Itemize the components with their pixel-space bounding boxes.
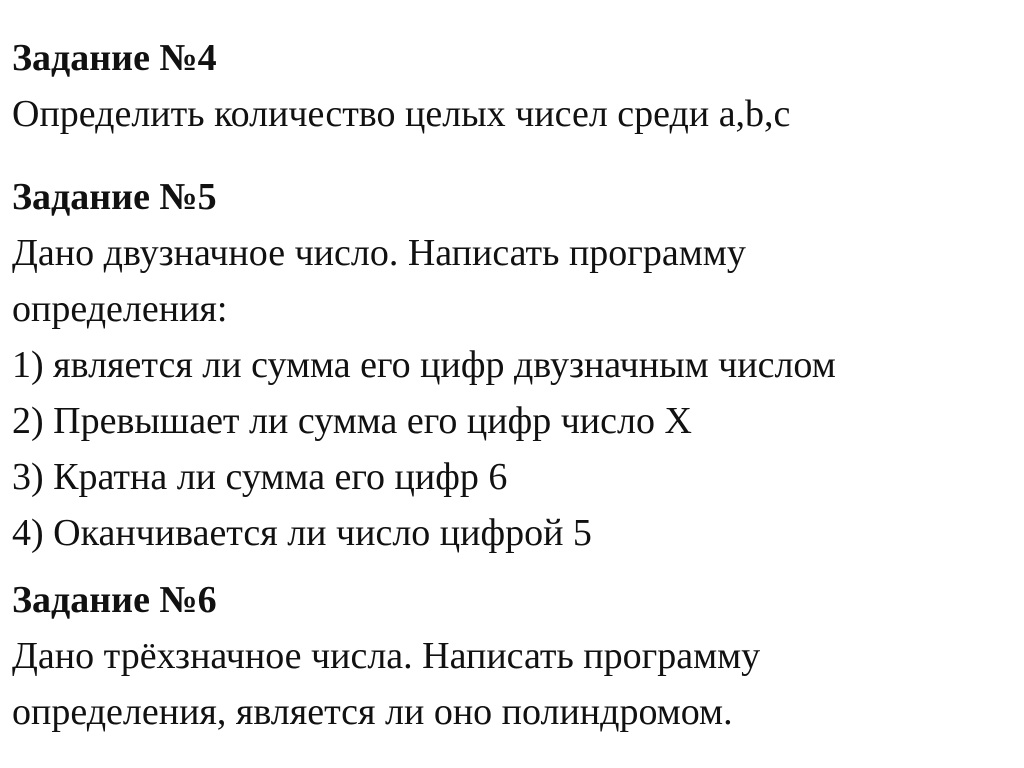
task-5-item-1: 1) является ли сумма его цифр двузначным числом: [12, 344, 836, 386]
task-4-line-1: Определить количество целых чисел среди a,b,c: [12, 93, 791, 135]
task-5: [12, 169, 1017, 561]
task-4: [12, 30, 1017, 142]
task-5-line-2: определения:: [12, 288, 228, 330]
task-5-line-1: Дано двузначное число. Написать программу: [12, 232, 746, 274]
task-6-line-1: Дано трёхзначное числа. Написать программу: [12, 635, 761, 677]
task-5-item-3: 3) Кратна ли сумма его цифр 6: [12, 456, 508, 498]
task-6-title: Задание №6: [12, 579, 217, 621]
task-5-item-2: 2) Превышает ли сумма его цифр число X: [12, 400, 692, 442]
task-4-title: Задание №4: [12, 37, 217, 79]
task-6-line-2: определения, является ли оно полиндромом.: [12, 691, 733, 733]
task-5-title: Задание №5: [12, 176, 217, 218]
task-6: [12, 572, 1017, 740]
task-5-item-4: 4) Оканчивается ли число цифрой 5: [12, 512, 592, 554]
